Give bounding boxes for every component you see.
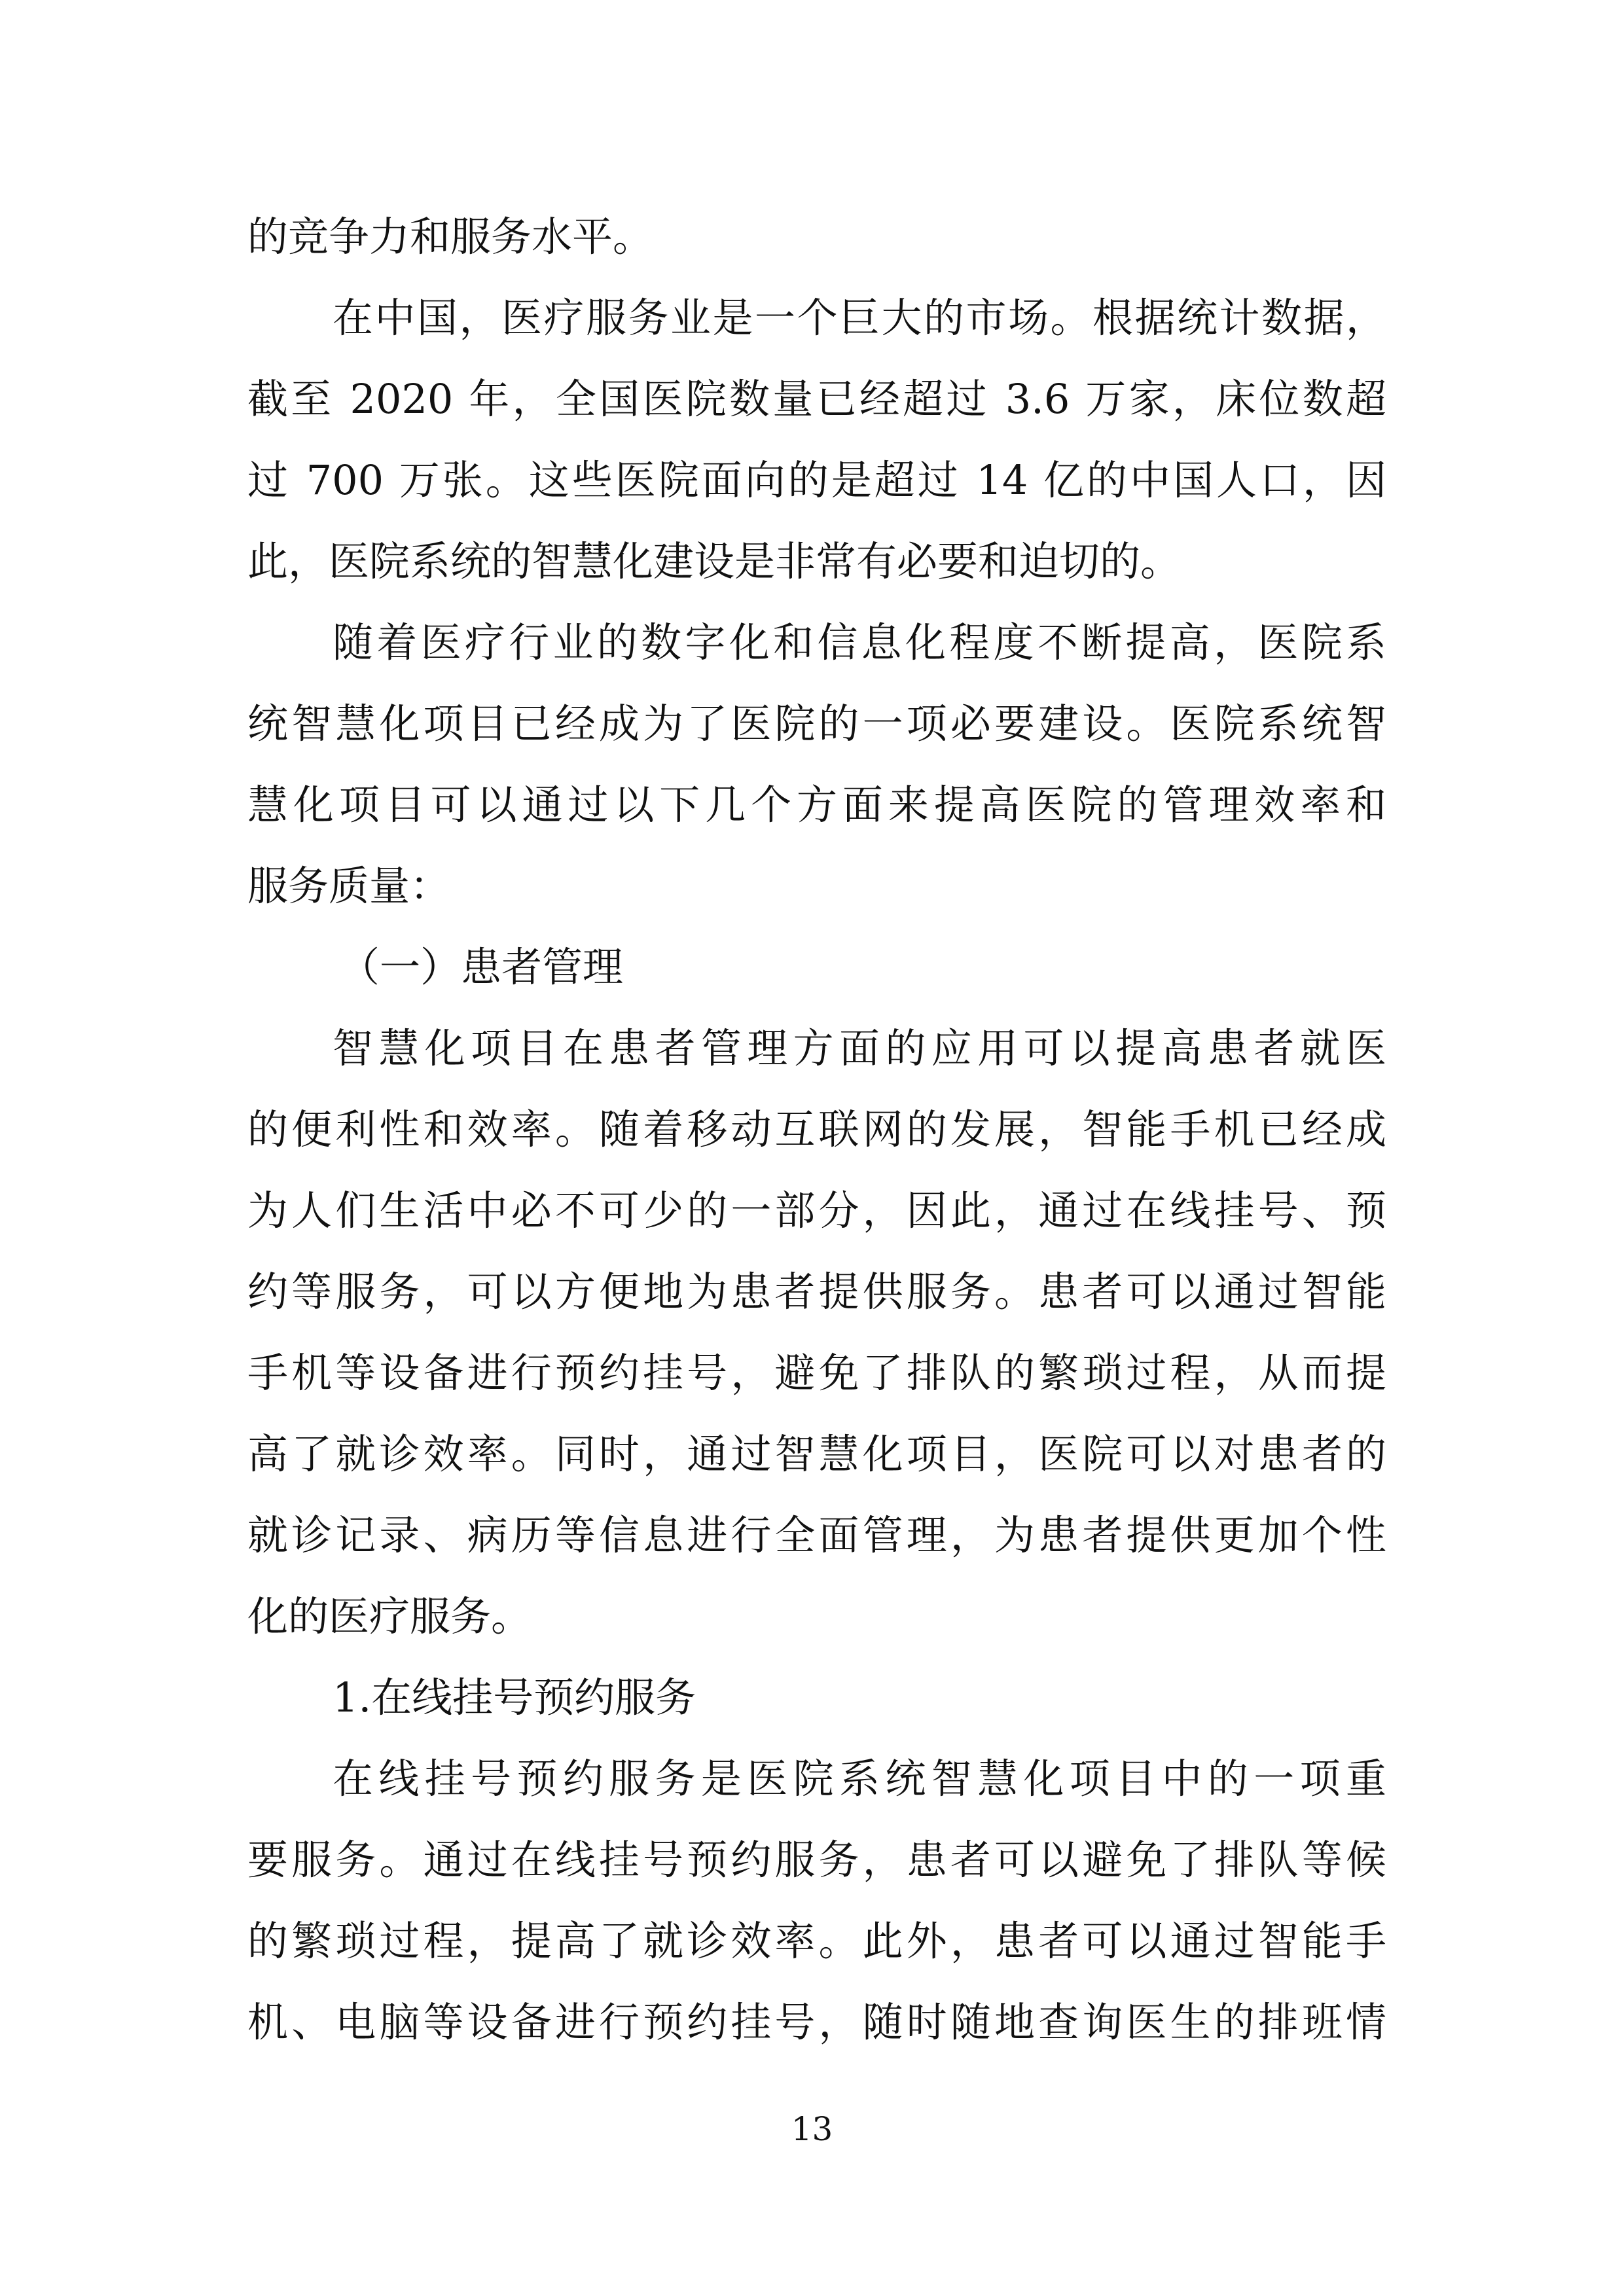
- text-line: 服务质量：: [247, 862, 451, 910]
- paragraph-start-line: 在线挂号预约服务是医院系统智慧化项目中的一项重: [333, 1755, 1386, 1803]
- text-line: 就诊记录、病历等信息进行全面管理，为患者提供更加个性: [247, 1511, 1386, 1559]
- paragraph-start-line: 随着医疗行业的数字化和信息化程度不断提高，医院系: [333, 619, 1386, 666]
- text-line: 的便利性和效率。随着移动互联网的发展，智能手机已经成: [247, 1105, 1386, 1153]
- text-line: 过 700 万张。这些医院面向的是超过 14 亿的中国人口，因: [247, 456, 1386, 504]
- text-line: 为人们生活中必不可少的一部分，因此，通过在线挂号、预: [247, 1187, 1386, 1234]
- section-heading: （一）患者管理: [339, 943, 624, 991]
- body-text: [247, 196, 1386, 2063]
- paragraph-start-line: 智慧化项目在患者管理方面的应用可以提高患者就医: [333, 1024, 1386, 1072]
- text-line: 化的医疗服务。: [247, 1592, 532, 1640]
- text-line: 的繁琐过程，提高了就诊效率。此外，患者可以通过智能手: [247, 1917, 1386, 1965]
- text-line: 约等服务，可以方便地为患者提供服务。患者可以通过智能: [247, 1268, 1386, 1316]
- text-line: 的竞争力和服务水平。: [247, 213, 654, 260]
- text-line: 慧化项目可以通过以下几个方面来提高医院的管理效率和: [247, 781, 1386, 829]
- subsection-heading: 1.在线挂号预约服务: [333, 1674, 696, 1721]
- paragraph-start-line: 在中国，医疗服务业是一个巨大的市场。根据统计数据，: [333, 294, 1386, 342]
- text-line: 高了就诊效率。同时，通过智慧化项目，医院可以对患者的: [247, 1430, 1386, 1478]
- text-line: 机、电脑等设备进行预约挂号，随时随地查询医生的排班情: [247, 1998, 1386, 2046]
- text-line: 此，医院系统的智慧化建设是非常有必要和迫切的。: [247, 537, 1182, 585]
- page-number: 13: [791, 2110, 833, 2148]
- text-line: 手机等设备进行预约挂号，避免了排队的繁琐过程，从而提: [247, 1349, 1386, 1397]
- text-line: 要服务。通过在线挂号预约服务，患者可以避免了排队等候: [247, 1836, 1386, 1884]
- text-line: 统智慧化项目已经成为了医院的一项必要建设。医院系统智: [247, 700, 1386, 747]
- text-line: 截至 2020 年，全国医院数量已经超过 3.6 万家，床位数超: [247, 375, 1386, 423]
